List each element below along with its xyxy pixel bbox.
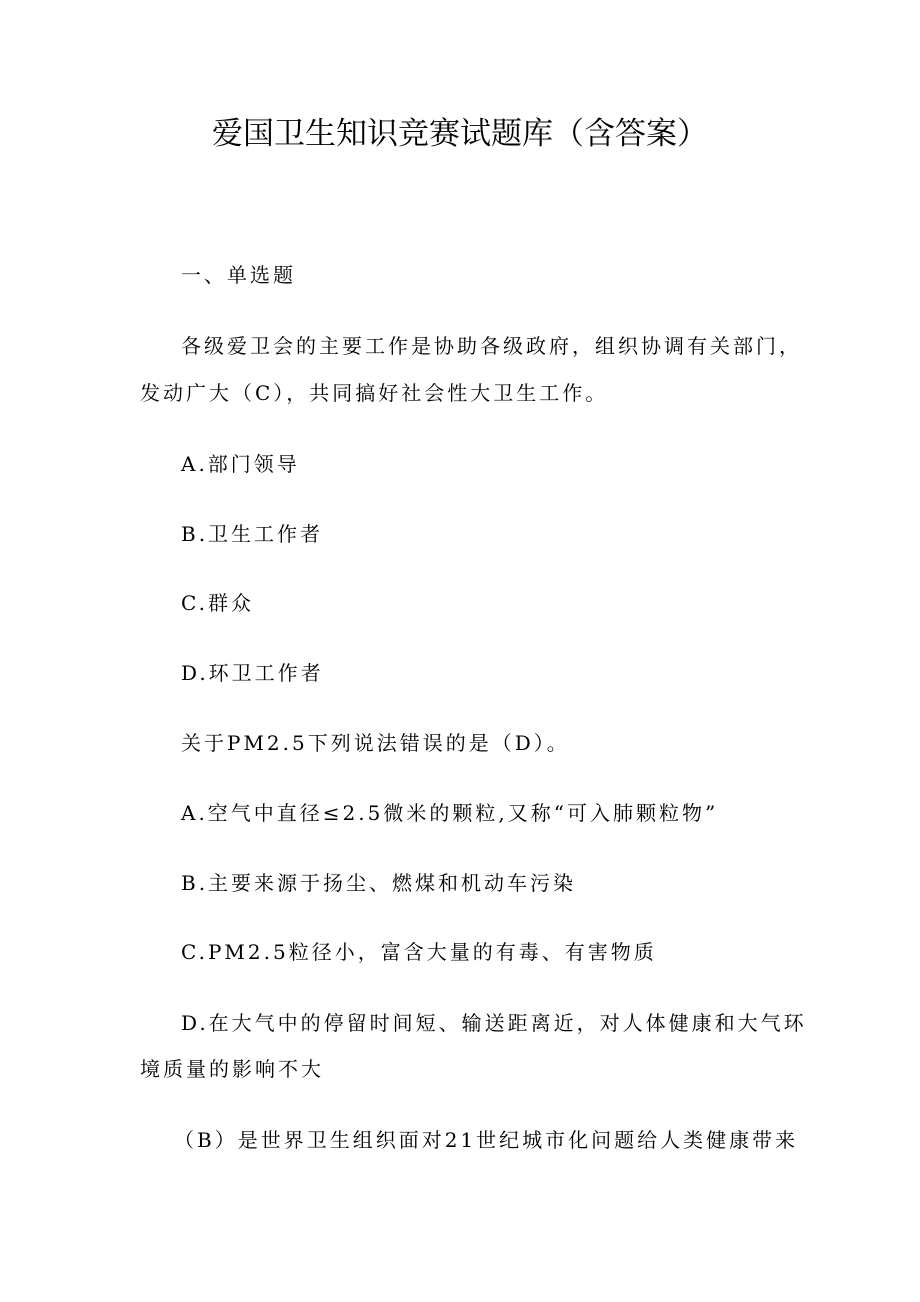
question-1-option-b: B.卫生工作者	[181, 522, 324, 546]
question-2-option-d-line-1: D.在大气中的停留时间短、输送距离近，对人体健康和大气环	[181, 1011, 807, 1035]
question-2-option-d-line-2: 境质量的影响不大	[140, 1057, 324, 1081]
question-3-stem-line-1: （B）是世界卫生组织面对21世纪城市化问题给人类健康带来	[174, 1128, 799, 1152]
question-1-option-d: D.环卫工作者	[181, 661, 324, 685]
question-2-option-b: B.主要来源于扬尘、燃煤和机动车污染	[181, 871, 577, 895]
section-heading: 一、单选题	[181, 263, 296, 287]
question-1-option-a: A.部门领导	[181, 452, 300, 476]
question-2-option-c: C.PM2.5粒径小，富含大量的有毒、有害物质	[181, 940, 657, 964]
question-1-stem-line-1: 各级爱卫会的主要工作是协助各级政府，组织协调有关部门，	[181, 334, 802, 358]
question-1-option-c: C.群众	[181, 591, 254, 615]
document-title: 爱国卫生知识竞赛试题库（含答案）	[212, 116, 708, 152]
question-2-stem: 关于PM2.5下列说法错误的是（D）。	[181, 731, 570, 755]
question-2-option-a: A.空气中直径≤2.5微米的颗粒,又称“可入肺颗粒物”	[181, 801, 719, 825]
question-1-stem-line-2: 发动广大（C），共同搞好社会性大卫生工作。	[140, 381, 609, 405]
